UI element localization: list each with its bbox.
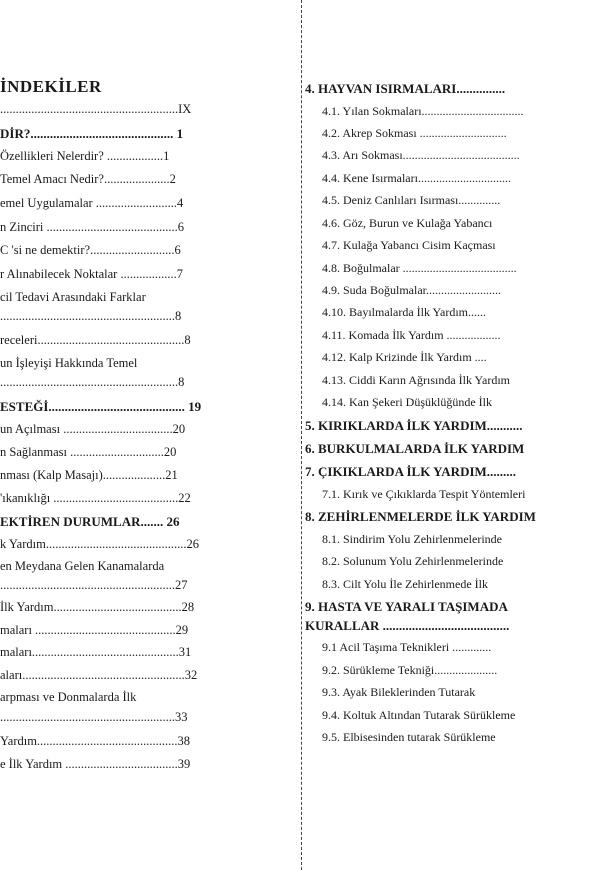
toc-entry: maları...............................................31: [0, 645, 192, 659]
toc-entry: C 'si ne demektir?...........................6: [0, 243, 181, 257]
toc-entry: 4.11. Komada İlk Yardım ..................: [322, 328, 501, 342]
toc-entry: 4.8. Boğulmalar ......................................: [322, 261, 517, 275]
toc-entry: 4.5. Deniz Canlıları Isırması..............: [322, 193, 501, 207]
page-fold-dashed-line: [301, 0, 302, 870]
toc-section-heading: EKTİREN DURUMLAR....... 26: [0, 514, 180, 529]
toc-section-heading: 4. HAYVAN ISIRMALARI...............: [305, 81, 506, 96]
toc-entry: 4.6. Göz, Burun ve Kulağa Yabancı: [322, 216, 493, 230]
toc-entry: 4.3. Arı Sokması.......................................: [322, 148, 520, 162]
right-page: [305, 0, 600, 870]
toc-section-heading: ESTEĞİ.......................................... 19: [0, 399, 202, 414]
toc-entry: 9.5. Elbisesinden tutarak Sürükleme: [322, 730, 496, 744]
toc-section-heading: 5. KIRIKLARDA İLK YARDIM...........: [305, 418, 523, 433]
toc-entry: k Yardım.............................................26: [0, 537, 199, 551]
toc-section-heading: DİR?............................................ 1: [0, 126, 184, 141]
toc-entry: Yardım.............................................38: [0, 734, 191, 748]
toc-entry: İlk Yardım.........................................28: [0, 600, 195, 614]
toc-entry: Özellikleri Nelerdir? ..................1: [0, 149, 170, 163]
toc-entry: arpması ve Donmalarda İlk: [0, 690, 137, 704]
toc-entry: .........................................................8: [0, 375, 185, 389]
toc-entry: 4.14. Kan Şekeri Düşüklüğünde İlk: [322, 395, 492, 409]
toc-section-heading: 7. ÇIKIKLARDA İLK YARDIM.........: [305, 464, 517, 479]
toc-entry: ........................................................27: [0, 578, 188, 592]
toc-entry: maları .............................................29: [0, 623, 189, 637]
toc-entry: ........................................................8: [0, 309, 182, 323]
toc-entry: 9.1 Acil Taşıma Teknikleri .............: [322, 640, 492, 654]
toc-entry: 4.9. Suda Boğulmalar.........................: [322, 283, 501, 297]
toc-entry: 4.4. Kene Isırmaları...............................: [322, 171, 511, 185]
toc-entry: 9.4. Koltuk Altından Tutarak Sürükleme: [322, 708, 516, 722]
toc-entry: aları....................................................32: [0, 668, 198, 682]
toc-entry: un Açılması ...................................20: [0, 422, 186, 436]
toc-entry: 4.10. Bayılmalarda İlk Yardım......: [322, 305, 486, 319]
toc-entry: receleri...............................................8: [0, 333, 191, 347]
toc-entry: 9.3. Ayak Bileklerinden Tutarak: [322, 685, 476, 699]
toc-entry: 8.1. Sindirim Yolu Zehirlenmelerinde: [322, 532, 502, 546]
toc-entry: 4.1. Yılan Sokmaları..................................: [322, 104, 524, 118]
toc-entry: 7.1. Kırık ve Çıkıklarda Tespit Yöntemleri: [322, 487, 526, 501]
toc-entry: 8.3. Cilt Yolu İle Zehirlenmede İlk: [322, 577, 488, 591]
toc-entry: 'ıkanıklığı ........................................22: [0, 491, 191, 505]
toc-section-heading: KURALLAR .......................................: [305, 618, 510, 633]
toc-section-heading: 6. BURKULMALARDA İLK YARDIM: [305, 441, 525, 456]
toc-section-heading: 9. HASTA VE YARALI TAŞIMADA: [305, 599, 508, 614]
toc-entry: 8.2. Solunum Yolu Zehirlenmelerinde: [322, 554, 504, 568]
toc-entry: emel Uygulamalar ..........................4: [0, 196, 184, 210]
toc-entry: 4.12. Kalp Krizinde İlk Yardım ....: [322, 350, 487, 364]
toc-entry: Temel Amacı Nedir?.....................2: [0, 172, 176, 186]
toc-entry: nması (Kalp Masajı)....................21: [0, 468, 178, 482]
toc-entry: ........................................................33: [0, 710, 188, 724]
toc-entry: 4.13. Ciddi Karın Ağrısında İlk Yardım: [322, 373, 510, 387]
toc-entry: 4.2. Akrep Sokması .............................: [322, 126, 507, 140]
toc-entry: n Zinciri ..........................................6: [0, 220, 185, 234]
toc-entry: 4.7. Kulağa Yabancı Cisim Kaçması: [322, 238, 496, 252]
toc-entry: cil Tedavi Arasındaki Farklar: [0, 290, 146, 304]
toc-entry: 9.2. Sürükleme Tekniği.....................: [322, 663, 498, 677]
toc-entry: n Sağlanması ..............................20: [0, 445, 177, 459]
toc-entry: un İşleyişi Hakkında Temel: [0, 356, 138, 370]
toc-title: İNDEKİLER: [0, 77, 102, 96]
toc-entry: e İlk Yardım ....................................39: [0, 757, 191, 771]
toc-section-heading: 8. ZEHİRLENMELERDE İLK YARDIM: [305, 509, 536, 524]
toc-entry: .........................................................IX: [0, 102, 192, 116]
toc-entry: en Meydana Gelen Kanamalarda: [0, 559, 165, 573]
toc-entry: r Alınabilecek Noktalar ..................7: [0, 267, 183, 281]
